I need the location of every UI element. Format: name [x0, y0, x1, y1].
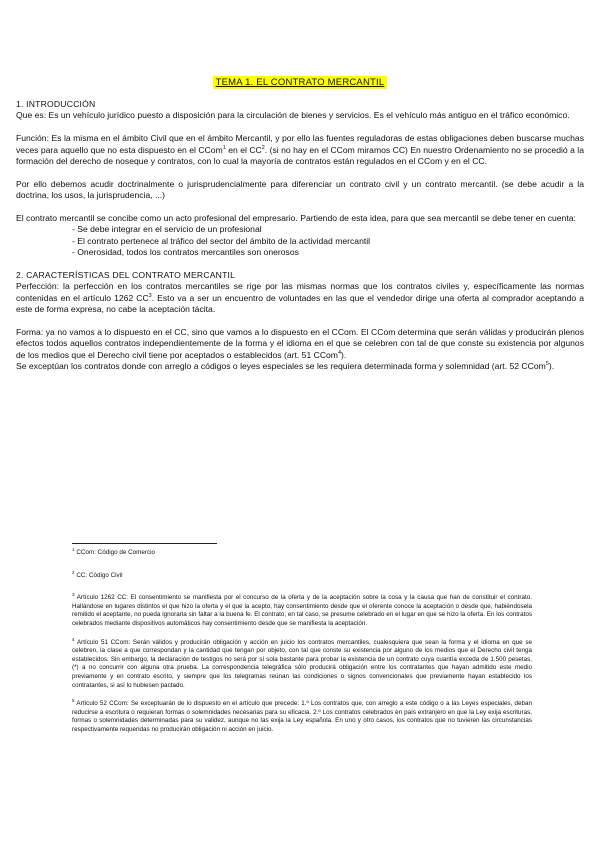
footnote-1: $^1$ CCom: Código de Comercio	[72, 546, 156, 556]
document-title: TEMA 1. EL CONTRATO MERCANTIL	[213, 76, 388, 89]
paragraph-que-es: Que es: Es un vehículo jurídico puesto a disposición para la circulación de bienes y servicios. Es el vehículo más antiguo en el tráfico económico.	[16, 110, 570, 121]
title-container	[0, 72, 600, 90]
footnote-ref[interactable]: 2	[261, 144, 265, 151]
footnote-ref[interactable]: 1	[222, 144, 226, 151]
footnote-ref[interactable]: 4	[337, 350, 342, 356]
footnote-ref[interactable]: 5	[545, 361, 549, 368]
section-heading-caracteristicas: 2. CARACTERÍSTICAS DEL CONTRATO MERCANTIL	[16, 270, 236, 281]
requirements-list	[16, 224, 584, 258]
footnote-4: $^4$ Artículo 51 CCom: Serán válidos y producirán obligación y acción en juicio los contratos mercantiles, cualesquiera que sean la forma y el idioma en que se celebren, la clase a que correspondan y la cantidad que tengan por objeto, con tal que conste su existencia por alguno de los medios que el Derecho civil tenga establecidos. Sin embargo, la declaración de testigos no será por sí sola bastante para probar la existencia de un contrato cuya cuantía exceda de 1.500 pesetas, (*) a no concurrir con alguna otra prueba. La correspondencia telegráfica sólo producirá obligación entre los contratantes que hayan admitido este medio previamente y en contrato escrito, y siempre que los telegramas reúnan las condiciones o signos convencionales que previamente hayan establecido los contratantes, si así lo hubiesen pactado.	[72, 636, 532, 689]
footnotes	[72, 546, 532, 741]
list-item: - El contrato pertenece al tráfico del sector del ámbito de la actividad mercantil	[72, 235, 371, 246]
paragraph-concibe: El contrato mercantil se concibe como un acto profesional del empresario. Partiendo de esta idea, para que sea mercantil se debe tener en cuenta:	[16, 213, 576, 224]
footnote-ref[interactable]: 3	[148, 292, 152, 299]
list-item: - Se debe integrar en el servicio de un profesional	[72, 224, 262, 235]
paragraph-por-ello: Por ello debemos acudir doctrinalmente o jurisprudencialmente para diferenciar un contrato civil y un contrato mercantil. (se debe acudir a la doctrina, los usos, la jurisprudencia, ...)	[16, 178, 584, 201]
footnote-2: $^2$ CC: Código Civil	[72, 569, 123, 579]
paragraph-forma: Forma: ya no vamos a lo dispuesto en el CC, sino que vamos a lo dispuesto en el CCom. El CCom determina que serán válidas y producirán plenos efectos todos aquellos contratos independientemente de la forma y el idioma en el que se celebren con tal de que conste su existencia por algunos de los medios que el Derecho civil tiene por aceptados o establecidos (art. 51 CCom$^4$).	[16, 327, 584, 360]
paragraph-funcion: Función: Es la misma en el ámbito Civil que en el ámbito Mercantil, y por ello las fuentes reguladoras de estas obligaciones deben buscarse muchas veces para aquello que no esta dispuesto en el CCom$^1$ en el $CC^2$. (si no hay en el CCom miramos CC) En nuestro Ordenamiento no se procedió a la formación del derecho de noseque y contratos, con lo cual la mayoría de contratos están regulados en el CCom y en el CC.	[16, 133, 584, 167]
list-item: - Onerosidad, todos los contratos mercantiles son onerosos	[72, 247, 299, 258]
paragraph-excepciones: Se exceptúan los contratos donde con arreglo a códigos o leyes especiales se les requiera determinada forma y solemnidad (art. 52 CCom$^5$).	[16, 361, 555, 372]
paragraph-perfeccion: Perfección: la perfección en los contratos mercantiles se rige por las mismas normas que los contratos civiles y, específicamente las normas contenidas en el artículo 1262 $CC^3$. Esto va a ser un encuentro de voluntades en las que el vendedor dirige una oferta al comprador aceptando a este de forma expresa, no cabe la aceptación tácita.	[16, 281, 584, 315]
footnote-3: $^3$ Artículo 1262 CC: El consentimiento se manifiesta por el concurso de la oferta y de la aceptación sobre la cosa y la causa que han de constituir el contrato. Hallándose en lugares distintos el que hizo la oferta y el que la acepto, hay consentimiento desde que el oferente conoce la aceptación o desde que, habiéndosela remitido el aceptante, no pueda ignorarla sin faltar a la buena fe. El contrato, en tal caso, se presume celebrado en el lugar en que se hizo la oferta. En los contratos celebrados mediante dispositivos automáticos hay consentimiento desde que se manifiesta la aceptación.	[72, 592, 532, 627]
section-heading-introduccion: 1. INTRODUCCIÓN	[16, 99, 96, 109]
document-body	[16, 99, 584, 373]
footnote-separator	[72, 543, 217, 544]
footnote-5: $^5$ Artículo 52 CCom: Se exceptuarán de lo dispuesto en el artículo que precede: 1.º Los contratos que, con arreglo a este código o a las Leyes especiales, deban reducirse a escritura o requieran formas o solemnidades necesarias para su eficacia. 2.º Los contratos celebrados en país extranjero en que la Ley exija escrituras, formas o solemnidades determinadas para su validez, aunque no las exija la Ley española. En uno y otro casos, los contratos que no tuvieren las circunstancias respectivamente requeridas no producirán obligación ni acción en juicio.	[72, 698, 532, 733]
